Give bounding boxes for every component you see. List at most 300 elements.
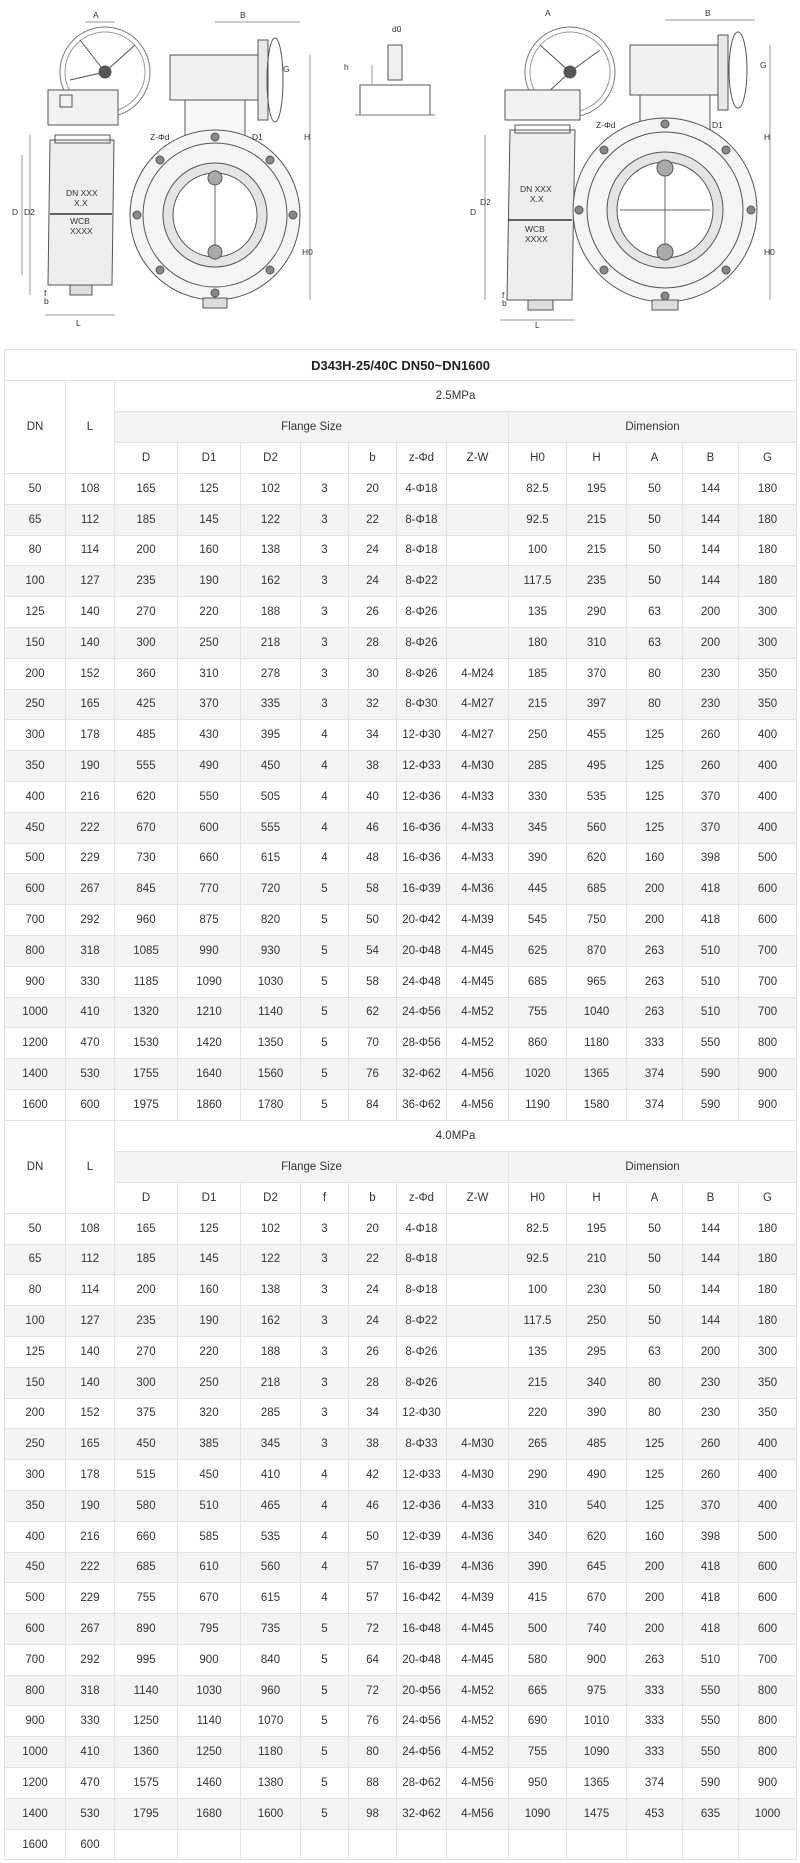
table-cell: 8-Φ18	[397, 504, 447, 535]
table-cell: 4-M45	[447, 1644, 509, 1675]
table-cell: 350	[5, 1490, 66, 1521]
table-cell	[178, 1829, 241, 1860]
table-cell: 590	[683, 1059, 739, 1090]
table-cell: 370	[683, 812, 739, 843]
table-cell	[447, 1336, 509, 1367]
table-row	[5, 1521, 797, 1552]
table-cell: 580	[115, 1490, 178, 1521]
table-cell: 4	[301, 751, 349, 782]
table-cell: 5	[301, 1059, 349, 1090]
table-cell: 112	[66, 504, 115, 535]
table-cell: 4	[301, 1583, 349, 1614]
table-cell: 820	[241, 905, 301, 936]
table-cell: 550	[683, 1675, 739, 1706]
table-cell: 80	[349, 1737, 397, 1768]
header-l: L	[66, 1120, 115, 1213]
group-header-row	[5, 1151, 797, 1182]
table-cell: 42	[349, 1460, 397, 1491]
table-cell: 580	[509, 1644, 567, 1675]
table-cell	[567, 1829, 627, 1860]
dim-label-a: A	[93, 10, 99, 20]
table-cell	[447, 1398, 509, 1429]
table-row	[5, 1336, 797, 1367]
table-cell: 560	[241, 1552, 301, 1583]
table-cell: 450	[5, 1552, 66, 1583]
table-cell: 185	[115, 1244, 178, 1275]
table-cell: 195	[567, 474, 627, 505]
table-cell: 300	[5, 720, 66, 751]
table-row	[5, 1798, 797, 1829]
table-cell: 400	[739, 751, 797, 782]
table-cell	[447, 1275, 509, 1306]
valve-technical-drawing	[0, 0, 800, 330]
table-cell: 16-Φ39	[397, 874, 447, 905]
table-cell: 840	[241, 1644, 301, 1675]
table-cell: 4-M45	[447, 1614, 509, 1645]
table-cell: 150	[5, 627, 66, 658]
table-cell: 260	[683, 720, 739, 751]
table-cell: 222	[66, 1552, 115, 1583]
table-cell: 1400	[5, 1059, 66, 1090]
table-cell: 108	[66, 474, 115, 505]
table-cell: 235	[115, 566, 178, 597]
table-cell: 490	[567, 1460, 627, 1491]
table-cell: 162	[241, 1306, 301, 1337]
table-cell: 370	[683, 1490, 739, 1521]
table-cell: 700	[739, 935, 797, 966]
table-cell: 165	[115, 474, 178, 505]
table-row	[5, 1367, 797, 1398]
table-cell: 22	[349, 504, 397, 535]
table-cell: 600	[66, 1829, 115, 1860]
table-cell: 250	[178, 1367, 241, 1398]
table-cell: 1210	[178, 997, 241, 1028]
table-cell: 3	[301, 627, 349, 658]
table-cell: 900	[178, 1644, 241, 1675]
table-cell: 430	[178, 720, 241, 751]
table-cell: 50	[627, 1213, 683, 1244]
table-cell: 960	[115, 905, 178, 936]
table-cell: 770	[178, 874, 241, 905]
table-cell: 3	[301, 689, 349, 720]
table-cell: 374	[627, 1768, 683, 1799]
table-cell: 160	[178, 535, 241, 566]
table-cell: 4-M27	[447, 689, 509, 720]
table-row	[5, 1829, 797, 1860]
column-header: B	[683, 443, 739, 474]
table-cell: 300	[5, 1460, 66, 1491]
table-cell: 112	[66, 1244, 115, 1275]
table-cell: 4	[301, 843, 349, 874]
table-cell: 600	[739, 905, 797, 936]
table-cell: 590	[683, 1768, 739, 1799]
table-cell: 4-M36	[447, 874, 509, 905]
table-cell: 3	[301, 658, 349, 689]
table-cell: 117.5	[509, 1306, 567, 1337]
table-cell	[447, 1306, 509, 1337]
table-row	[5, 1675, 797, 1706]
table-cell: 1085	[115, 935, 178, 966]
dim-label-f-right: f	[502, 290, 505, 300]
table-row	[5, 812, 797, 843]
table-row	[5, 1644, 797, 1675]
right-front-view	[573, 20, 770, 310]
table-cell: 216	[66, 1521, 115, 1552]
table-row	[5, 1028, 797, 1059]
table-cell: 125	[178, 1213, 241, 1244]
column-header-row	[5, 1182, 797, 1213]
table-cell: 38	[349, 1429, 397, 1460]
table-cell: 615	[241, 1583, 301, 1614]
table-cell: 229	[66, 843, 115, 874]
table-cell: 3	[301, 1367, 349, 1398]
table-cell: 285	[509, 751, 567, 782]
table-cell	[447, 1367, 509, 1398]
table-cell: 190	[178, 566, 241, 597]
table-cell: 755	[115, 1583, 178, 1614]
table-cell	[349, 1829, 397, 1860]
table-cell: 1580	[567, 1089, 627, 1120]
table-cell: 4-M52	[447, 997, 509, 1028]
table-row	[5, 935, 797, 966]
table-cell: 750	[567, 905, 627, 936]
table-cell: 530	[66, 1798, 115, 1829]
table-cell: 550	[683, 1028, 739, 1059]
table-cell: 190	[66, 1490, 115, 1521]
table-cell	[115, 1829, 178, 1860]
table-cell: 122	[241, 1244, 301, 1275]
column-header: D1	[178, 443, 241, 474]
table-cell: 560	[567, 812, 627, 843]
table-cell: 102	[241, 1213, 301, 1244]
table-cell: 4	[301, 1460, 349, 1491]
table-cell: 188	[241, 597, 301, 628]
table-cell: 1180	[567, 1028, 627, 1059]
table-cell: 590	[683, 1089, 739, 1120]
table-cell: 4-M52	[447, 1737, 509, 1768]
table-cell: 515	[115, 1460, 178, 1491]
table-cell	[739, 1829, 797, 1860]
table-row	[5, 689, 797, 720]
table-cell: 4	[301, 1490, 349, 1521]
table-cell: 165	[66, 1429, 115, 1460]
table-cell: 263	[627, 966, 683, 997]
table-cell: 50	[627, 566, 683, 597]
dim-label-z-phid-right: Z-Φd	[596, 120, 616, 130]
table-cell: 80	[627, 658, 683, 689]
table-cell: 333	[627, 1706, 683, 1737]
table-cell: 1600	[5, 1829, 66, 1860]
table-row	[5, 535, 797, 566]
table-cell: 12-Φ30	[397, 1398, 447, 1429]
table-cell: 230	[683, 658, 739, 689]
table-cell: 22	[349, 1244, 397, 1275]
table-cell: 295	[567, 1336, 627, 1367]
table-cell: 185	[509, 658, 567, 689]
table-cell: 670	[115, 812, 178, 843]
table-cell: 80	[627, 689, 683, 720]
table-cell	[509, 1829, 567, 1860]
table-cell: 900	[567, 1644, 627, 1675]
nameplate-right-line3: WCB	[525, 224, 545, 234]
table-cell: 12-Φ36	[397, 781, 447, 812]
table-cell: 600	[739, 1552, 797, 1583]
table-cell: 1090	[178, 966, 241, 997]
table-cell: 98	[349, 1798, 397, 1829]
spec-table	[4, 349, 797, 1860]
dim-label-f: f	[44, 288, 47, 298]
table-cell: 76	[349, 1059, 397, 1090]
table-cell: 140	[66, 1336, 115, 1367]
table-cell: 278	[241, 658, 301, 689]
table-cell: 1000	[739, 1798, 797, 1829]
table-cell: 300	[739, 1336, 797, 1367]
table-cell: 102	[241, 474, 301, 505]
table-cell: 20-Φ48	[397, 935, 447, 966]
table-cell: 32-Φ62	[397, 1798, 447, 1829]
table-cell: 395	[241, 720, 301, 751]
table-cell: 470	[66, 1768, 115, 1799]
table-cell: 1365	[567, 1059, 627, 1090]
table-cell: 690	[509, 1706, 567, 1737]
table-cell: 30	[349, 658, 397, 689]
table-cell: 50	[5, 474, 66, 505]
table-cell: 250	[509, 720, 567, 751]
table-row	[5, 1490, 797, 1521]
dim-label-h-small: h	[344, 62, 349, 72]
table-cell: 220	[509, 1398, 567, 1429]
table-cell: 555	[241, 812, 301, 843]
table-cell: 1400	[5, 1798, 66, 1829]
table-cell: 5	[301, 1675, 349, 1706]
table-cell: 180	[739, 474, 797, 505]
table-cell: 76	[349, 1706, 397, 1737]
table-cell: 135	[509, 1336, 567, 1367]
table-cell: 465	[241, 1490, 301, 1521]
table-cell: 1640	[178, 1059, 241, 1090]
table-cell: 8-Φ26	[397, 627, 447, 658]
table-cell: 140	[66, 627, 115, 658]
table-cell: 108	[66, 1213, 115, 1244]
table-row	[5, 1768, 797, 1799]
table-cell: 870	[567, 935, 627, 966]
table-cell: 875	[178, 905, 241, 936]
nameplate-left-line2: X.X	[74, 198, 88, 208]
table-cell: 5	[301, 1798, 349, 1829]
table-cell: 390	[509, 843, 567, 874]
table-cell: 57	[349, 1552, 397, 1583]
table-cell: 235	[567, 566, 627, 597]
table-cell: 1460	[178, 1768, 241, 1799]
table-cell: 16-Φ48	[397, 1614, 447, 1645]
header-dn: DN	[5, 1120, 66, 1213]
table-cell: 178	[66, 1460, 115, 1491]
table-cell: 1020	[509, 1059, 567, 1090]
table-cell: 180	[509, 627, 567, 658]
column-header: D	[115, 1182, 178, 1213]
table-cell: 535	[567, 781, 627, 812]
table-cell: 374	[627, 1059, 683, 1090]
table-cell	[447, 566, 509, 597]
dim-label-g-right: G	[760, 60, 767, 70]
table-cell: 16-Φ36	[397, 812, 447, 843]
table-cell: 24	[349, 1306, 397, 1337]
table-cell: 58	[349, 966, 397, 997]
table-cell: 180	[739, 1213, 797, 1244]
table-cell: 1140	[115, 1675, 178, 1706]
table-cell: 350	[739, 689, 797, 720]
column-header: G	[739, 1182, 797, 1213]
table-cell: 117.5	[509, 566, 567, 597]
table-cell: 960	[241, 1675, 301, 1706]
table-cell: 1530	[115, 1028, 178, 1059]
table-cell: 292	[66, 905, 115, 936]
table-cell: 200	[683, 597, 739, 628]
header-dn: DN	[5, 381, 66, 474]
table-cell: 4-M30	[447, 1460, 509, 1491]
table-cell: 398	[683, 1521, 739, 1552]
table-cell: 8-Φ22	[397, 1306, 447, 1337]
table-cell: 50	[627, 1306, 683, 1337]
table-cell: 555	[115, 751, 178, 782]
table-cell: 260	[683, 1460, 739, 1491]
table-cell: 4-M30	[447, 1429, 509, 1460]
table-cell: 4-M52	[447, 1028, 509, 1059]
table-cell: 510	[683, 997, 739, 1028]
table-cell: 1350	[241, 1028, 301, 1059]
table-cell: 24	[349, 566, 397, 597]
table-cell: 8-Φ30	[397, 689, 447, 720]
table-row	[5, 1059, 797, 1090]
table-cell: 1380	[241, 1768, 301, 1799]
table-cell: 670	[567, 1583, 627, 1614]
table-cell: 250	[5, 1429, 66, 1460]
table-cell: 645	[567, 1552, 627, 1583]
table-cell: 290	[567, 597, 627, 628]
table-cell: 150	[5, 1367, 66, 1398]
table-cell: 230	[683, 1367, 739, 1398]
table-cell: 345	[509, 812, 567, 843]
table-cell: 144	[683, 1244, 739, 1275]
table-cell: 230	[683, 689, 739, 720]
table-cell: 5	[301, 1614, 349, 1645]
table-cell: 3	[301, 566, 349, 597]
nameplate-left-line3: WCB	[70, 216, 90, 226]
table-cell: 125	[627, 1429, 683, 1460]
table-cell: 4-M36	[447, 1552, 509, 1583]
table-cell: 335	[241, 689, 301, 720]
table-cell: 220	[178, 597, 241, 628]
table-row	[5, 597, 797, 628]
table-cell: 540	[567, 1490, 627, 1521]
table-cell	[447, 535, 509, 566]
table-cell: 530	[66, 1059, 115, 1090]
table-cell: 385	[178, 1429, 241, 1460]
table-cell: 152	[66, 658, 115, 689]
table-cell: 1185	[115, 966, 178, 997]
table-cell: 900	[5, 1706, 66, 1737]
table-row	[5, 997, 797, 1028]
table-cell: 510	[178, 1490, 241, 1521]
dim-label-l-right: L	[535, 320, 540, 330]
table-cell: 50	[627, 1275, 683, 1306]
table-cell: 1090	[509, 1798, 567, 1829]
column-header: f	[301, 1182, 349, 1213]
table-cell: 160	[627, 843, 683, 874]
table-cell: 620	[567, 1521, 627, 1552]
table-cell: 485	[115, 720, 178, 751]
table-cell: 418	[683, 1552, 739, 1583]
table-cell: 495	[567, 751, 627, 782]
column-header: A	[627, 1182, 683, 1213]
table-cell: 65	[5, 1244, 66, 1275]
table-cell: 455	[567, 720, 627, 751]
table-cell: 3	[301, 1398, 349, 1429]
table-cell: 550	[683, 1706, 739, 1737]
table-cell: 375	[115, 1398, 178, 1429]
table-cell: 127	[66, 566, 115, 597]
table-cell: 63	[627, 627, 683, 658]
table-cell: 50	[627, 1244, 683, 1275]
table-cell: 100	[5, 566, 66, 597]
table-cell: 400	[739, 720, 797, 751]
table-cell: 215	[567, 504, 627, 535]
table-cell: 250	[5, 689, 66, 720]
table-cell: 220	[178, 1336, 241, 1367]
dim-label-b-right-small: b	[502, 298, 507, 308]
column-header	[301, 443, 349, 474]
column-header: Z-W	[447, 443, 509, 474]
table-cell: 70	[349, 1028, 397, 1059]
table-cell: 1600	[241, 1798, 301, 1829]
table-cell: 685	[567, 874, 627, 905]
table-cell: 4-M24	[447, 658, 509, 689]
table-cell: 3	[301, 1336, 349, 1367]
table-cell: 1140	[241, 997, 301, 1028]
table-cell: 795	[178, 1614, 241, 1645]
table-cell: 4-M45	[447, 966, 509, 997]
table-cell: 755	[509, 997, 567, 1028]
group-header-row	[5, 412, 797, 443]
table-cell: 63	[627, 597, 683, 628]
table-cell: 24-Φ48	[397, 966, 447, 997]
table-cell: 24	[349, 535, 397, 566]
table-cell: 3	[301, 504, 349, 535]
table-cell: 180	[739, 1275, 797, 1306]
dim-label-z-phid: Z-Φd	[150, 132, 170, 142]
table-cell: 122	[241, 504, 301, 535]
table-cell: 8-Φ33	[397, 1429, 447, 1460]
table-cell: 200	[5, 658, 66, 689]
table-cell: 28	[349, 627, 397, 658]
table-cell: 5	[301, 966, 349, 997]
dim-label-h: H	[304, 132, 311, 142]
table-cell: 4	[301, 1521, 349, 1552]
table-cell: 5	[301, 1768, 349, 1799]
table-cell: 270	[115, 1336, 178, 1367]
table-cell: 510	[683, 935, 739, 966]
table-cell: 490	[178, 751, 241, 782]
table-cell: 625	[509, 935, 567, 966]
table-cell: 72	[349, 1614, 397, 1645]
table-cell: 900	[739, 1768, 797, 1799]
table-cell: 800	[739, 1737, 797, 1768]
table-cell: 4-M56	[447, 1089, 509, 1120]
table-cell: 8-Φ26	[397, 658, 447, 689]
table-cell: 3	[301, 1275, 349, 1306]
table-cell: 700	[5, 905, 66, 936]
table-cell: 8-Φ18	[397, 1275, 447, 1306]
